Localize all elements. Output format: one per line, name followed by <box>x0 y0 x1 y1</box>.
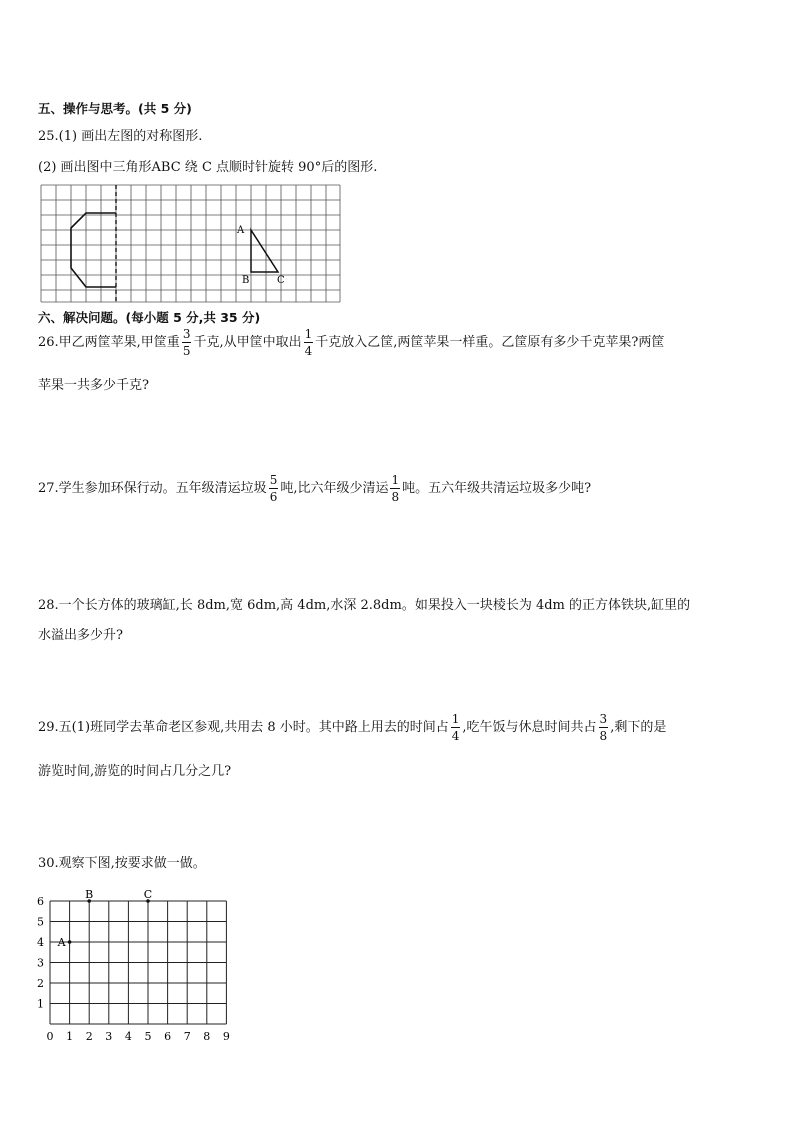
q30-x-axis-labels <box>47 1030 230 1043</box>
q25-label-a: A <box>237 225 245 236</box>
q27-text-2: 吨,比六年级少清运 <box>280 481 389 496</box>
q30-x-label: 0 <box>46 1030 54 1043</box>
fraction-bar <box>451 727 461 728</box>
q27-fraction-1 <box>269 474 279 503</box>
q30-y-axis-labels <box>37 895 44 1011</box>
q27-text-1: 27.学生参加环保行动。五年级清运垃圾 <box>38 481 267 496</box>
q26-fraction-1 <box>182 328 192 357</box>
q26-line-1 <box>38 328 664 357</box>
q30-x-label: 9 <box>222 1030 230 1043</box>
q30-y-label: 4 <box>37 936 44 949</box>
q26-text-2: 千克,从甲筐中取出 <box>193 335 302 350</box>
fraction-bar <box>304 342 314 343</box>
q28-line-1: 28.一个长方体的玻璃缸,长 8dm,宽 6dm,高 4dm,水深 2.8dm。如果投入一块棱长为 4dm 的正方体铁块,缸里的 <box>38 598 691 613</box>
fraction-bar <box>269 488 279 489</box>
q26-f1-den: 5 <box>182 344 191 358</box>
q30-x-label: 4 <box>124 1030 132 1043</box>
q30-point-a <box>68 940 72 944</box>
q27-f1-num: 5 <box>269 473 278 487</box>
q28-line-2: 水溢出多少升? <box>38 628 123 643</box>
q30-x-label: 8 <box>203 1030 211 1043</box>
section-5-heading: 五、操作与思考。(共 5 分) <box>38 101 192 116</box>
q25-grid <box>41 185 340 302</box>
q30-x-label: 6 <box>164 1030 172 1043</box>
fraction-bar <box>182 342 192 343</box>
q30-prompt: 30.观察下图,按要求做一做。 <box>38 856 206 871</box>
q25-label-c: C <box>277 275 285 286</box>
q27-line-1 <box>38 474 591 503</box>
fraction-bar <box>390 488 400 489</box>
q30-y-label: 6 <box>37 895 44 908</box>
q26-line-2: 苹果一共多少千克? <box>38 378 149 393</box>
q29-text-1: 29.五(1)班同学去革命老区参观,共用去 8 小时。其中路上用去的时间占 <box>38 720 449 735</box>
q27-f2-den: 8 <box>391 490 400 504</box>
q29-text-3: ,剩下的是 <box>610 720 667 735</box>
q25-grid-figure <box>38 182 344 306</box>
fraction-bar <box>599 727 609 728</box>
q27-text-3: 吨。五六年级共清运垃圾多少吨? <box>402 481 592 496</box>
q30-y-label: 1 <box>37 997 44 1011</box>
q25-part2: (2) 画出图中三角形ABC 绕 C 点顺时针旋转 90°后的图形. <box>38 160 378 175</box>
q26-f2-den: 4 <box>304 344 313 358</box>
q30-x-label: 5 <box>144 1030 152 1043</box>
q29-fraction-2 <box>599 713 609 742</box>
q29-f1-den: 4 <box>451 729 460 743</box>
q30-x-label: 3 <box>105 1030 113 1043</box>
q29-text-2: ,吃午饭与休息时间共占 <box>462 720 597 735</box>
q30-x-label: 2 <box>85 1030 93 1043</box>
q25-half-shape <box>71 213 116 287</box>
q29-line-2: 游览时间,游览的时间占几分之几? <box>38 764 232 779</box>
q27-fraction-2 <box>390 474 400 503</box>
q25-part1: 25.(1) 画出左图的对称图形. <box>38 129 203 144</box>
q30-point-label-a: A <box>57 936 66 949</box>
q26-text-3: 千克放入乙筐,两筐苹果一样重。乙筐原有多少千克苹果?两筐 <box>315 335 665 350</box>
q29-line-1 <box>38 713 666 742</box>
q30-x-label: 1 <box>66 1030 74 1043</box>
q27-f2-num: 1 <box>391 473 400 487</box>
q26-f2-num: 1 <box>304 327 313 341</box>
section-6-heading: 六、解决问题。(每小题 5 分,共 35 分) <box>38 310 261 325</box>
q29-fraction-1 <box>451 713 461 742</box>
q25-triangle-abc <box>251 230 278 272</box>
q30-coordinate-grid <box>32 876 242 1048</box>
q25-label-b: B <box>242 275 250 286</box>
q29-f2-den: 8 <box>599 729 608 743</box>
q30-gridlines <box>50 901 226 1024</box>
q26-fraction-2 <box>304 328 314 357</box>
q30-x-label: 7 <box>183 1030 191 1043</box>
q30-point-label-c: C <box>143 888 153 901</box>
q29-f1-num: 1 <box>451 712 460 726</box>
q27-f1-den: 6 <box>269 490 278 504</box>
q30-y-label: 5 <box>37 915 44 929</box>
q30-y-label: 2 <box>37 977 44 990</box>
q30-y-label: 3 <box>37 956 44 970</box>
q30-points <box>57 888 153 949</box>
q26-f1-num: 3 <box>182 327 191 341</box>
q29-f2-num: 3 <box>599 712 608 726</box>
q30-point-label-b: B <box>85 888 94 901</box>
q26-text-1: 26.甲乙两筐苹果,甲筐重 <box>38 335 180 350</box>
